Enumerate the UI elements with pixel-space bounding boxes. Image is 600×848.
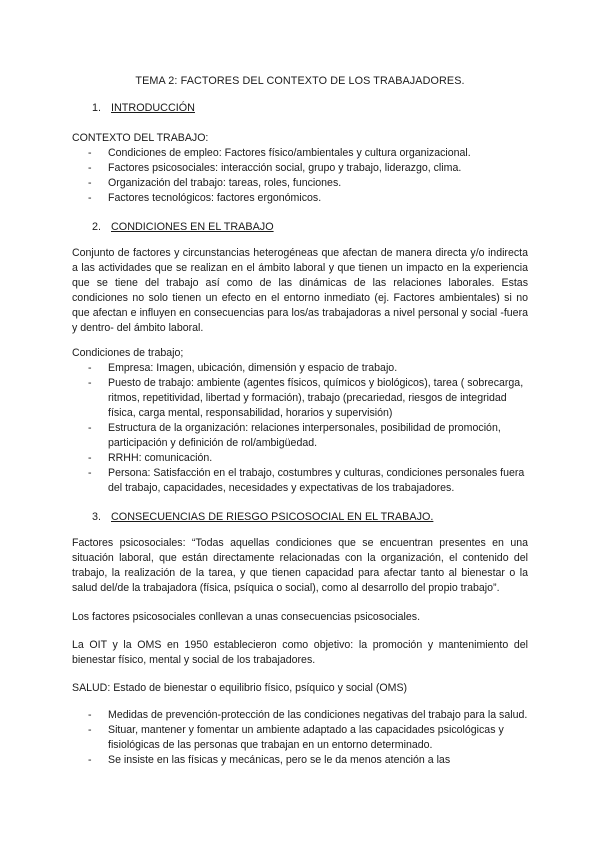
- oit-oms-objective: La OIT y la OMS en 1950 establecieron como objetivo: la promoción y mantenimiento del bienestar físico, mental y social de los trabajadores.: [72, 639, 528, 666]
- context-label: CONTEXTO DEL TRABAJO:: [72, 132, 209, 144]
- section-heading-introduccion: [92, 101, 195, 116]
- list-item: - Medidas de prevención-protección de las condiciones negativas del trabajo para la salud.: [72, 708, 528, 723]
- health-definition: SALUD: Estado de bienestar o equilibrio físico, psíquico y social (OMS): [72, 682, 408, 694]
- conditions-list: [72, 361, 528, 496]
- psychosocial-consequences: Los factores psicosociales conllevan a unas consecuencias psicosociales.: [72, 611, 421, 623]
- document-title: TEMA 2: FACTORES DEL CONTEXTO DE LOS TRABAJADORES.: [135, 75, 465, 87]
- section-heading-text: CONSECUENCIAS DE RIESGO PSICOSOCIAL EN EL TRABAJO.: [111, 511, 434, 523]
- list-item: - Puesto de trabajo: ambiente (agentes físicos, químicos y biológicos), tarea ( sobrecarga, ritmos, repetitividad, libertad y formación), trabajo (precariedad, riesgos de integridad física, carga mental, responsabilidad, horarios y supervisión): [72, 376, 528, 421]
- list-item: - Condiciones de empleo: Factores físico/ambientales y cultura organizacional.: [72, 146, 528, 161]
- section-number: 2.: [92, 221, 102, 233]
- section-heading-text: INTRODUCCIÓN: [111, 102, 195, 114]
- list-item: - Estructura de la organización: relaciones interpersonales, posibilidad de promoción, participación y definición de rol/ambigüedad.: [72, 421, 528, 451]
- section-1-body: [72, 131, 528, 206]
- list-item: - Factores psicosociales: interacción social, grupo y trabajo, liderazgo, clima.: [72, 161, 528, 176]
- section-3-body: [72, 536, 528, 768]
- section-heading-text: CONDICIONES EN EL TRABAJO: [111, 221, 274, 233]
- list-item: - Persona: Satisfacción en el trabajo, costumbres y culturas, condiciones personales fuera del trabajo, capacidades, necesidades y expectativas de los trabajadores.: [72, 466, 528, 496]
- conditions-label: Condiciones de trabajo;: [72, 347, 184, 359]
- list-item: - Empresa: Imagen, ubicación, dimensión y espacio de trabajo.: [72, 361, 528, 376]
- list-item: - Factores tecnológicos: factores ergonómicos.: [72, 191, 528, 206]
- section-2-paragraph-block: [72, 246, 528, 336]
- section-2-list-block: [72, 346, 528, 496]
- psychosocial-definition: Factores psicosociales: “Todas aquellas condiciones que se encuentran presentes en una situación laboral, que están directamente relacionadas con la organización, el contenido del trabajo, la realización de la tarea, y que tienen capacidad para afectar tanto al bienestar o la salud del/de la trabajadora (física, psíquica o social), como al desarrollo del propio trabajo”.: [72, 537, 528, 594]
- health-measures-list: [72, 708, 528, 768]
- list-item: - Situar, mantener y fomentar un ambiente adaptado a las capacidades psicológicas y fisiológicas de las personas que trabajan en un entorno determinado.: [72, 723, 528, 753]
- section-heading-condiciones: [92, 220, 274, 235]
- section-number: 1.: [92, 102, 102, 114]
- conditions-paragraph: Conjunto de factores y circunstancias heterogéneas que afectan de manera directa y/o indirecta a las actividades que se realizan en el ámbito laboral y que tienen un impacto en la experiencia que se tiene del trabajo así como de las dinámicas de las relaciones laborales. Estas condiciones no solo tienen un efecto en el entorno inmediato (ej. Factores ambientales) si no que afectan e influyen en consecuencias para los/as trabajadoras a nivel personal y social -fuera y dentro- del ámbito laboral.: [72, 247, 528, 334]
- context-list: [72, 146, 528, 206]
- list-item: - Se insiste en las físicas y mecánicas, pero se le da menos atención a las: [72, 753, 528, 768]
- list-item: - Organización del trabajo: tareas, roles, funciones.: [72, 176, 528, 191]
- list-item: - RRHH: comunicación.: [72, 451, 528, 466]
- section-number: 3.: [92, 511, 102, 523]
- section-heading-consecuencias: [92, 510, 433, 525]
